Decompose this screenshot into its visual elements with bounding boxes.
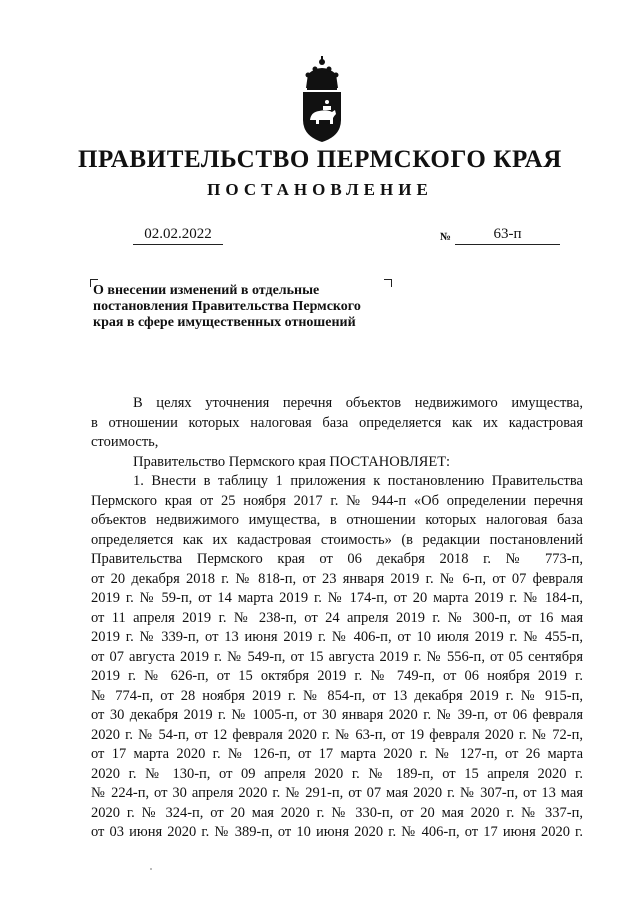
document-type: ПОСТАНОВЛЕНИЕ	[207, 180, 433, 199]
scan-mark	[150, 868, 152, 870]
subject-line: постановления Правительства Пермского	[93, 299, 361, 314]
body-line: 2019 г. № 339-п, от 13 июня 2019 г. № 406-п, от 10 июля 2019 г. № 455-п,	[91, 629, 583, 645]
body-line: стоимость,	[91, 434, 159, 450]
body-line: 2019 г. № 626-п, от 15 октября 2019 г. № 749-п, от 06 ноября 2019 г.	[91, 668, 583, 684]
body-line: 2020 г. № 54-п, от 12 февраля 2020 г. № 63-п, от 19 февраля 2020 г. № 72-п,	[91, 726, 583, 743]
body-line: от 03 июня 2020 г. № 389-п, от 10 июня 2020 г. № 406-п, от 17 июня 2020 г.	[91, 824, 583, 840]
document-body	[91, 394, 583, 843]
body-line: объектов недвижимого имущества, в отношении которых налоговая база	[91, 512, 583, 528]
body-line: В целях уточнения перечня объектов недвижимого имущества,	[133, 395, 583, 411]
number-sign: №	[440, 231, 452, 243]
body-line: № 224-п, от 30 апреля 2020 г. № 291-п, от 07 мая 2020 г. № 307-п, от 13 мая	[91, 785, 583, 801]
subject-line: края в сфере имущественных отношений	[93, 315, 356, 330]
body-line: Правительство Пермского края ПОСТАНОВЛЯЕТ:	[133, 453, 451, 470]
body-line: от 17 марта 2020 г. № 126-п, от 17 марта 2020 г. № 127-п, от 26 марта	[91, 746, 583, 762]
body-line: 2020 г. № 130-п, от 09 апреля 2020 г. № 189-п, от 15 апреля 2020 г.	[91, 765, 583, 782]
perm-krai-coat-of-arms-icon	[297, 54, 347, 144]
body-line: от 11 апреля 2019 г. № 238-п, от 24 апреля 2019 г. № 300-п, от 16 мая	[91, 609, 583, 626]
body-line: Пермского края от 25 ноября 2017 г. № 944-п «Об определении перечня	[91, 492, 583, 509]
body-line: 1. Внести в таблицу 1 приложения к постановлению Правительства	[133, 473, 583, 489]
organization-title: ПРАВИТЕЛЬСТВО ПЕРМСКОГО КРАЯ	[78, 146, 562, 173]
subject-line: О внесении изменений в отдельные	[93, 283, 320, 298]
body-line: № 774-п, от 28 ноября 2019 г. № 854-п, от 13 декабря 2019 г. № 915-п,	[91, 687, 583, 704]
document-number: 63-п	[455, 226, 560, 245]
body-line: от 07 августа 2019 г. № 549-п, от 15 августа 2019 г. № 556-п, от 05 сентября	[91, 648, 583, 665]
document-subject	[93, 283, 403, 331]
body-line: от 30 декабря 2019 г. № 1005-п, от 30 января 2020 г. № 39-п, от 06 февраля	[91, 707, 583, 723]
document-date: 02.02.2022	[133, 226, 223, 245]
body-line: Правительства Пермского края от 06 декабря 2018 г. № 773-п,	[91, 551, 583, 567]
body-line: от 20 декабря 2018 г. № 818-п, от 23 января 2019 г. № 6-п, от 07 февраля	[91, 570, 583, 587]
body-line: 2019 г. № 59-п, от 14 марта 2019 г. № 174-п, от 20 марта 2019 г. № 184-п,	[91, 590, 583, 606]
body-line: в отношении которых налоговая база определяется как их кадастровая	[91, 414, 583, 431]
body-line: 2020 г. № 324-п, от 20 мая 2020 г. № 330-п, от 20 мая 2020 г. № 337-п,	[91, 804, 583, 821]
body-line: определяется как их кадастровая стоимость» (в редакции постановлений	[91, 531, 583, 548]
